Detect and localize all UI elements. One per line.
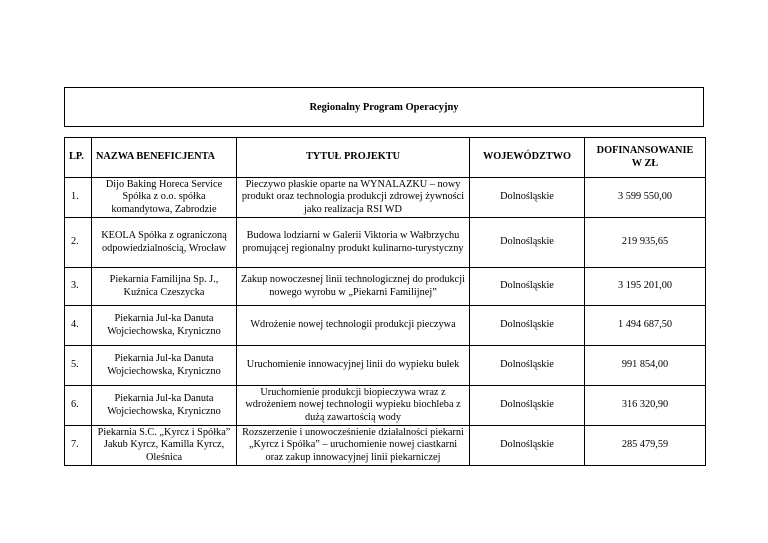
row-voivodeship: Dolnośląskie xyxy=(470,346,585,386)
row-lp: 5. xyxy=(65,346,92,386)
row-beneficiary: Piekarnia Jul-ka Danuta Wojciechowska, Kryniczno xyxy=(92,386,237,426)
row-lp: 1. xyxy=(65,178,92,218)
row-funding: 3 599 550,00 xyxy=(585,178,706,218)
row-project-title: Rozszerzenie i unowocześnienie działalności piekarni „Kyrcz i Spółka” – uruchomienie nowej ciastkarni oraz zakup innowacyjnej linii piekarniczej xyxy=(237,426,470,466)
row-lp: 7. xyxy=(65,426,92,466)
row-project-title: Pieczywo płaskie oparte na WYNALAZKU – nowy produkt oraz technologia produkcji zdrowej żywności jako realizacja RSI WD xyxy=(237,178,470,218)
table-row xyxy=(65,178,706,218)
row-funding: 285 479,59 xyxy=(585,426,706,466)
row-beneficiary: Piekarnia Familijna Sp. J., Kuźnica Czeszycka xyxy=(92,268,237,306)
row-funding: 219 935,65 xyxy=(585,218,706,268)
row-voivodeship: Dolnośląskie xyxy=(470,426,585,466)
beneficiaries-table xyxy=(64,137,706,466)
table-row xyxy=(65,386,706,426)
row-project-title: Wdrożenie nowej technologii produkcji pieczywa xyxy=(237,306,470,346)
row-voivodeship: Dolnośląskie xyxy=(470,268,585,306)
table-row xyxy=(65,346,706,386)
row-project-title: Budowa lodziarni w Galerii Viktoria w Wałbrzychu promującej regionalny produkt kulinarno-turystyczny xyxy=(237,218,470,268)
program-title-box xyxy=(64,87,704,127)
table-row xyxy=(65,306,706,346)
row-funding: 3 195 201,00 xyxy=(585,268,706,306)
beneficiaries-table-wrapper xyxy=(64,137,705,466)
table-row xyxy=(65,218,706,268)
table-row xyxy=(65,268,706,306)
row-project-title: Uruchomienie produkcji biopieczywa wraz z wdrożeniem nowej technologii wypieku biochleba z dużą zawartością wody xyxy=(237,386,470,426)
row-lp: 3. xyxy=(65,268,92,306)
table-header-row xyxy=(65,138,706,178)
row-beneficiary: Piekarnia S.C. „Kyrcz i Spółka” Jakub Kyrcz, Kamilla Kyrcz, Oleśnica xyxy=(92,426,237,466)
row-voivodeship: Dolnośląskie xyxy=(470,178,585,218)
program-title: Regionalny Program Operacyjny xyxy=(309,101,459,113)
row-funding: 1 494 687,50 xyxy=(585,306,706,346)
row-lp: 6. xyxy=(65,386,92,426)
row-voivodeship: Dolnośląskie xyxy=(470,386,585,426)
header-project-title: TYTUŁ PROJEKTU xyxy=(237,138,470,178)
row-project-title: Uruchomienie innowacyjnej linii do wypieku bułek xyxy=(237,346,470,386)
row-beneficiary: Dijo Baking Horeca Service Spółka z o.o. spółka komandytowa, Zabrodzie xyxy=(92,178,237,218)
row-beneficiary: KEOLA Spółka z ograniczoną odpowiedzialnością, Wrocław xyxy=(92,218,237,268)
header-funding-line1: DOFINANSOWANIE xyxy=(596,145,694,157)
table-row xyxy=(65,426,706,466)
row-voivodeship: Dolnośląskie xyxy=(470,218,585,268)
row-lp: 2. xyxy=(65,218,92,268)
header-voivodeship: WOJEWÓDZTWO xyxy=(470,138,585,178)
header-funding-line2: W ZŁ xyxy=(631,157,659,169)
row-funding: 991 854,00 xyxy=(585,346,706,386)
row-project-title: Zakup nowoczesnej linii technologicznej do produkcji nowego wyrobu w „Piekarni Familijnej” xyxy=(237,268,470,306)
row-beneficiary: Piekarnia Jul-ka Danuta Wojciechowska, Kryniczno xyxy=(92,346,237,386)
row-funding: 316 320,90 xyxy=(585,386,706,426)
row-lp: 4. xyxy=(65,306,92,346)
header-beneficiary: NAZWA BENEFICJENTA xyxy=(92,138,237,178)
row-beneficiary: Piekarnia Jul-ka Danuta Wojciechowska, Kryniczno xyxy=(92,306,237,346)
row-voivodeship: Dolnośląskie xyxy=(470,306,585,346)
header-funding xyxy=(585,138,706,178)
header-lp: LP. xyxy=(65,138,92,178)
